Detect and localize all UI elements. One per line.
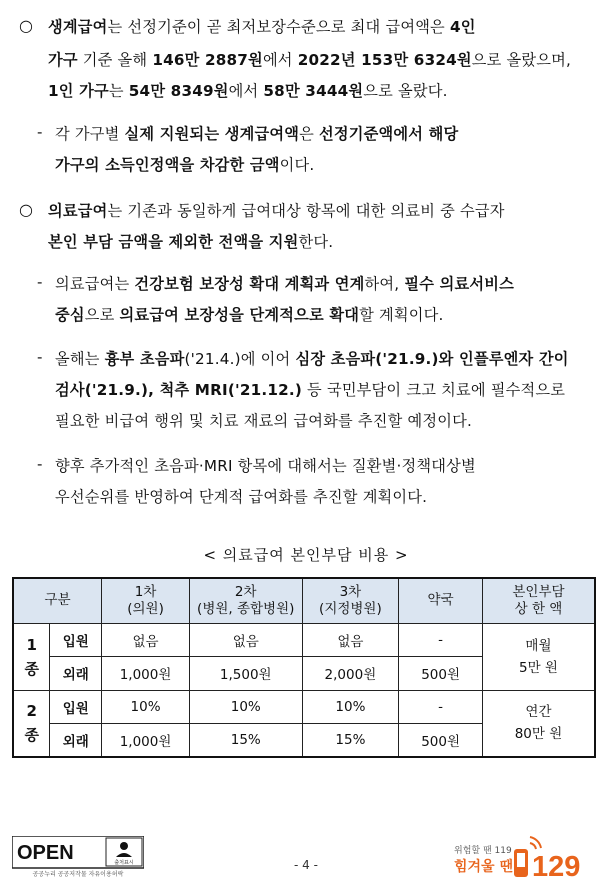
circle-bullet: ○ bbox=[19, 200, 34, 219]
text-line bbox=[48, 16, 476, 37]
cap-type1: 매월 5만 원 bbox=[482, 623, 595, 690]
cell: - bbox=[399, 623, 483, 656]
table-row bbox=[13, 623, 595, 656]
text-line bbox=[48, 200, 505, 221]
row-label: 외래 bbox=[50, 656, 102, 690]
cell: - bbox=[399, 690, 483, 723]
text-run: 에서 bbox=[228, 82, 264, 100]
person-icon bbox=[120, 842, 128, 850]
text-line bbox=[55, 379, 565, 400]
text-run: 은 bbox=[299, 125, 320, 143]
text-line bbox=[48, 80, 448, 101]
cell: 10% bbox=[189, 690, 302, 723]
text-run: 각 가구별 bbox=[55, 125, 125, 143]
bold-text-run: 심장 초음파('21.9.)와 인플루엔자 간이 bbox=[295, 350, 569, 368]
dash-bullet: - bbox=[37, 348, 43, 366]
table-caption: < 의료급여 본인부담 비용 > bbox=[203, 546, 409, 564]
text-line bbox=[55, 348, 569, 369]
text-run: 할 계획이다. bbox=[359, 306, 444, 324]
header-tier3: 3차 (지정병원) bbox=[302, 578, 399, 623]
bold-text-run: 146만 2887원 bbox=[152, 51, 263, 69]
cell: 10% bbox=[102, 690, 190, 723]
text-line bbox=[55, 273, 514, 294]
header-cap: 본인부담 상 한 액 bbox=[482, 578, 595, 623]
cell: 500원 bbox=[399, 656, 483, 690]
text-run: 는 bbox=[108, 82, 129, 100]
cell: 1,000원 bbox=[102, 656, 190, 690]
text-run: 는 선정기준이 곧 최저보장수준으로 최대 급여액은 bbox=[107, 18, 450, 36]
cell: 없음 bbox=[302, 623, 399, 656]
bold-text-run: 건강보험 보장성 확대 계획과 연계 bbox=[134, 275, 365, 293]
bold-text-run: 58만 3444원 bbox=[263, 82, 364, 100]
cell: 10% bbox=[302, 690, 399, 723]
open-text: OPEN bbox=[17, 842, 74, 864]
text-run: 하여, bbox=[364, 275, 405, 293]
text-run: 이다. bbox=[279, 156, 315, 174]
bold-text-run: 4인 bbox=[449, 18, 476, 36]
header-pharmacy: 약국 bbox=[399, 578, 483, 623]
cell: 1,000원 bbox=[102, 723, 190, 757]
bold-text-run: 실제 지원되는 생계급여액 bbox=[124, 125, 300, 143]
text-run: 는 기존과 동일하게 급여대상 항목에 대한 의료비 중 수급자 bbox=[107, 202, 505, 220]
text-line bbox=[55, 154, 314, 175]
cell: 15% bbox=[189, 723, 302, 757]
bold-text-run: 필수 의료서비스 bbox=[404, 275, 514, 293]
copayment-table bbox=[12, 577, 596, 758]
bold-text-run: 1인 가구 bbox=[48, 82, 109, 100]
text-run: 향후 추가적인 초음파·MRI 항목에 대해서는 질환별·정책대상별 bbox=[55, 457, 476, 475]
bold-text-run: 생계급여 bbox=[48, 18, 108, 36]
brand-big-text: 힘겨울 땐 bbox=[454, 859, 513, 875]
text-run: 의료급여는 bbox=[55, 275, 135, 293]
open-badge: 출처표시 bbox=[114, 860, 134, 866]
bold-text-run: 의료급여 bbox=[48, 202, 108, 220]
header-group: 구분 bbox=[13, 578, 102, 623]
group-type2: 2 종 bbox=[13, 690, 50, 757]
bold-text-run: 2022년 153만 6324원 bbox=[297, 51, 472, 69]
text-run: 에 이어 bbox=[240, 350, 296, 368]
text-line bbox=[55, 486, 427, 507]
text-run: 으로 올랐다. bbox=[363, 82, 448, 100]
text-line bbox=[48, 231, 333, 252]
dash-bullet: - bbox=[37, 455, 43, 473]
bold-text-run: 가구의 소득인정액을 차감한 금액 bbox=[55, 156, 280, 174]
open-subtext: 공공누리 공공저작물 자유이용허락 bbox=[32, 871, 124, 878]
page-number: - 4 - bbox=[294, 858, 318, 872]
dash-bullet: - bbox=[37, 273, 43, 291]
text-line bbox=[55, 455, 476, 476]
bold-text-run: 검사('21.9.), 척추 MRI('21.12.) bbox=[55, 381, 303, 399]
text-run: 등 국민부담이 크고 치료에 필수적으로 bbox=[302, 381, 566, 399]
bold-text-run: 의료급여 보장성을 단계적으로 확대 bbox=[119, 306, 360, 324]
text-run: 올해는 bbox=[55, 350, 105, 368]
cap-type2: 연간 80만 원 bbox=[482, 690, 595, 757]
table-row bbox=[13, 690, 595, 723]
dash-bullet: - bbox=[37, 123, 43, 141]
bold-text-run: 가구 bbox=[48, 51, 78, 69]
row-label: 입원 bbox=[50, 690, 102, 723]
cell: 500원 bbox=[399, 723, 483, 757]
group-type1: 1 종 bbox=[13, 623, 50, 690]
text-line bbox=[48, 49, 571, 70]
cell: 없음 bbox=[102, 623, 190, 656]
text-run: 우선순위를 반영하여 단계적 급여화를 추진할 계획이다. bbox=[55, 488, 428, 506]
bold-text-run: 중심 bbox=[55, 306, 85, 324]
cell: 15% bbox=[302, 723, 399, 757]
brand-small-text: 위험할 땐 119 bbox=[454, 846, 512, 856]
brand-number: 129 bbox=[532, 851, 581, 881]
cell: 1,500원 bbox=[189, 656, 302, 690]
text-run: 한다. bbox=[298, 233, 334, 251]
text-run: 필요한 비급여 행위 및 치료 재료의 급여화를 추진할 예정이다. bbox=[55, 412, 473, 430]
row-label: 외래 bbox=[50, 723, 102, 757]
row-label: 입원 bbox=[50, 623, 102, 656]
bold-text-run: 흉부 초음파 bbox=[104, 350, 185, 368]
header-tier2: 2차 (병원, 종합병원) bbox=[189, 578, 302, 623]
text-line bbox=[55, 304, 443, 325]
header-tier1: 1차 (의원) bbox=[102, 578, 190, 623]
hotline-129-logo bbox=[446, 835, 606, 881]
table-header-row bbox=[13, 578, 595, 623]
text-run: 기준 올해 bbox=[77, 51, 153, 69]
text-run: ('21.4.) bbox=[184, 350, 241, 368]
text-run: 으로 올랐으며, bbox=[471, 51, 572, 69]
bold-text-run: 54만 8349원 bbox=[128, 82, 229, 100]
cell: 없음 bbox=[189, 623, 302, 656]
text-run: 에서 bbox=[262, 51, 298, 69]
text-line bbox=[55, 410, 472, 431]
cell: 2,000원 bbox=[302, 656, 399, 690]
text-run: 으로 bbox=[84, 306, 120, 324]
text-line bbox=[55, 123, 458, 144]
bold-text-run: 선정기준액에서 해당 bbox=[319, 125, 459, 143]
bold-text-run: 본인 부담 금액을 제외한 전액을 지원 bbox=[48, 233, 299, 251]
circle-bullet: ○ bbox=[19, 16, 34, 35]
